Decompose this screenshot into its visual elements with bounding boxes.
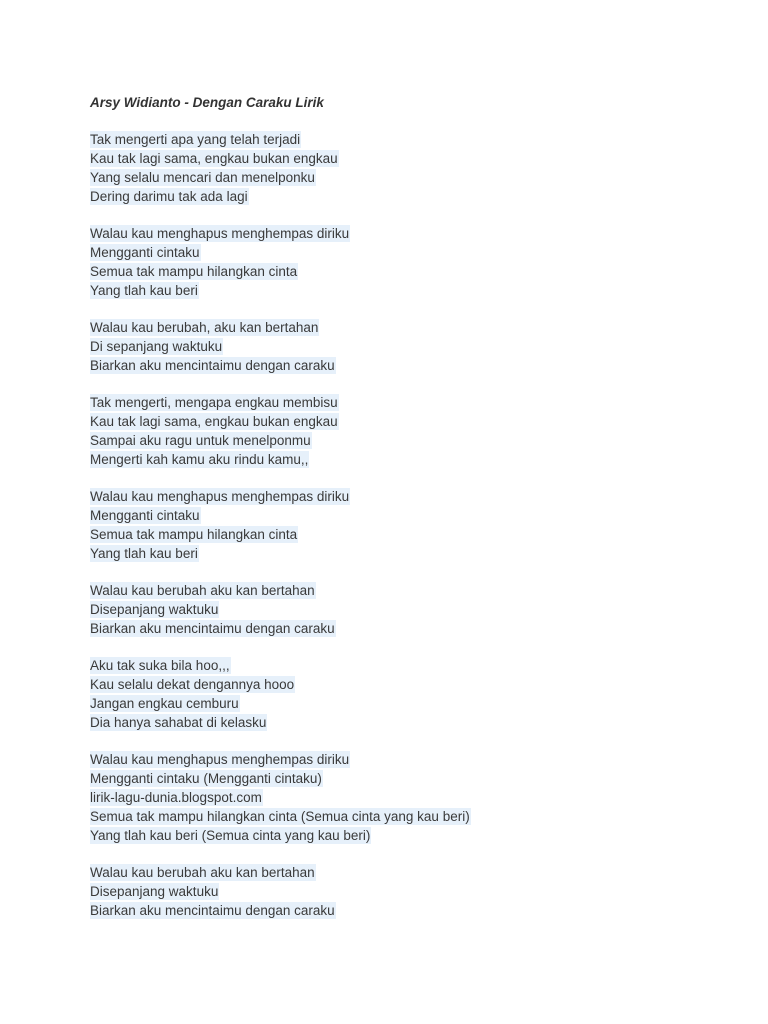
lyric-text: Kau tak lagi sama, engkau bukan engkau	[90, 414, 338, 429]
lyric-line	[90, 581, 730, 600]
stanza-7	[90, 656, 730, 732]
lyric-line	[90, 901, 730, 920]
lyric-line	[90, 130, 730, 149]
source-url-line	[90, 788, 730, 807]
lyric-line	[90, 450, 730, 469]
stanza-2	[90, 224, 730, 300]
stanza-4	[90, 393, 730, 469]
lyric-text: Walau kau menghapus menghempas diriku	[90, 226, 350, 241]
stanza-8	[90, 750, 730, 845]
lyric-line	[90, 243, 730, 262]
lyric-text: Biarkan aku mencintaimu dengan caraku	[90, 358, 335, 373]
lyric-text: Semua tak mampu hilangkan cinta	[90, 527, 298, 542]
lyric-text: Walau kau berubah aku kan bertahan	[90, 865, 315, 880]
lyric-text: Yang tlah kau beri	[90, 546, 198, 561]
lyric-line	[90, 525, 730, 544]
lyric-text: Sampai aku ragu untuk menelponmu	[90, 433, 311, 448]
lyric-line	[90, 412, 730, 431]
lyric-line	[90, 262, 730, 281]
lyric-line	[90, 863, 730, 882]
lyric-text: Mengganti cintaku	[90, 508, 200, 523]
lyric-text: Di sepanjang waktuku	[90, 339, 223, 354]
lyric-text: Tak mengerti, mengapa engkau membisu	[90, 395, 338, 410]
lyric-text: Mengerti kah kamu aku rindu kamu,,	[90, 452, 309, 467]
lyric-line	[90, 600, 730, 619]
lyric-text: Dering darimu tak ada lagi	[90, 189, 248, 204]
lyrics-document	[90, 93, 730, 938]
lyric-text: Dia hanya sahabat di kelasku	[90, 715, 267, 730]
lyric-line	[90, 807, 730, 826]
stanza-3	[90, 318, 730, 375]
lyric-line	[90, 168, 730, 187]
lyric-text: Semua tak mampu hilangkan cinta	[90, 264, 298, 279]
lyric-line	[90, 544, 730, 563]
lyric-line	[90, 431, 730, 450]
lyric-line	[90, 487, 730, 506]
lyric-line	[90, 393, 730, 412]
lyric-line	[90, 318, 730, 337]
lyric-line	[90, 769, 730, 788]
lyric-line	[90, 281, 730, 300]
lyric-text: Kau tak lagi sama, engkau bukan engkau	[90, 151, 338, 166]
lyric-line	[90, 656, 730, 675]
lyric-text: Walau kau menghapus menghempas diriku	[90, 489, 350, 504]
lyric-line	[90, 224, 730, 243]
lyric-line	[90, 149, 730, 168]
source-url-text: lirik-lagu-dunia.blogspot.com	[90, 790, 262, 805]
lyric-text: Tak mengerti apa yang telah terjadi	[90, 132, 301, 147]
lyric-text: Yang tlah kau beri	[90, 283, 198, 298]
lyric-text: Disepanjang waktuku	[90, 602, 219, 617]
lyric-line	[90, 882, 730, 901]
lyric-text: Yang tlah kau beri (Semua cinta yang kau beri)	[90, 828, 371, 843]
lyric-text: Kau selalu dekat dengannya hooo	[90, 677, 295, 692]
lyric-line	[90, 694, 730, 713]
lyric-text: Mengganti cintaku	[90, 245, 200, 260]
lyric-text: Biarkan aku mencintaimu dengan caraku	[90, 903, 335, 918]
lyric-line	[90, 506, 730, 525]
lyric-text: Yang selalu mencari dan menelponku	[90, 170, 315, 185]
lyric-line	[90, 337, 730, 356]
lyric-text: Walau kau berubah aku kan bertahan	[90, 583, 315, 598]
document-title: Arsy Widianto - Dengan Caraku Lirik	[90, 95, 324, 110]
lyric-line	[90, 675, 730, 694]
lyric-line	[90, 826, 730, 845]
lyric-text: Aku tak suka bila hoo,,,	[90, 658, 230, 673]
stanza-9	[90, 863, 730, 920]
lyric-line	[90, 713, 730, 732]
lyric-text: Jangan engkau cemburu	[90, 696, 239, 711]
lyric-line	[90, 619, 730, 638]
lyric-text: Semua tak mampu hilangkan cinta (Semua cinta yang kau beri)	[90, 809, 470, 824]
lyric-text: Biarkan aku mencintaimu dengan caraku	[90, 621, 335, 636]
stanza-1	[90, 130, 730, 206]
lyric-line	[90, 750, 730, 769]
lyric-text: Mengganti cintaku (Mengganti cintaku)	[90, 771, 322, 786]
lyric-text: Walau kau menghapus menghempas diriku	[90, 752, 350, 767]
stanza-6	[90, 581, 730, 638]
lyric-line	[90, 187, 730, 206]
lyric-line	[90, 356, 730, 375]
lyric-text: Disepanjang waktuku	[90, 884, 219, 899]
stanza-5	[90, 487, 730, 563]
lyric-text: Walau kau berubah, aku kan bertahan	[90, 320, 319, 335]
